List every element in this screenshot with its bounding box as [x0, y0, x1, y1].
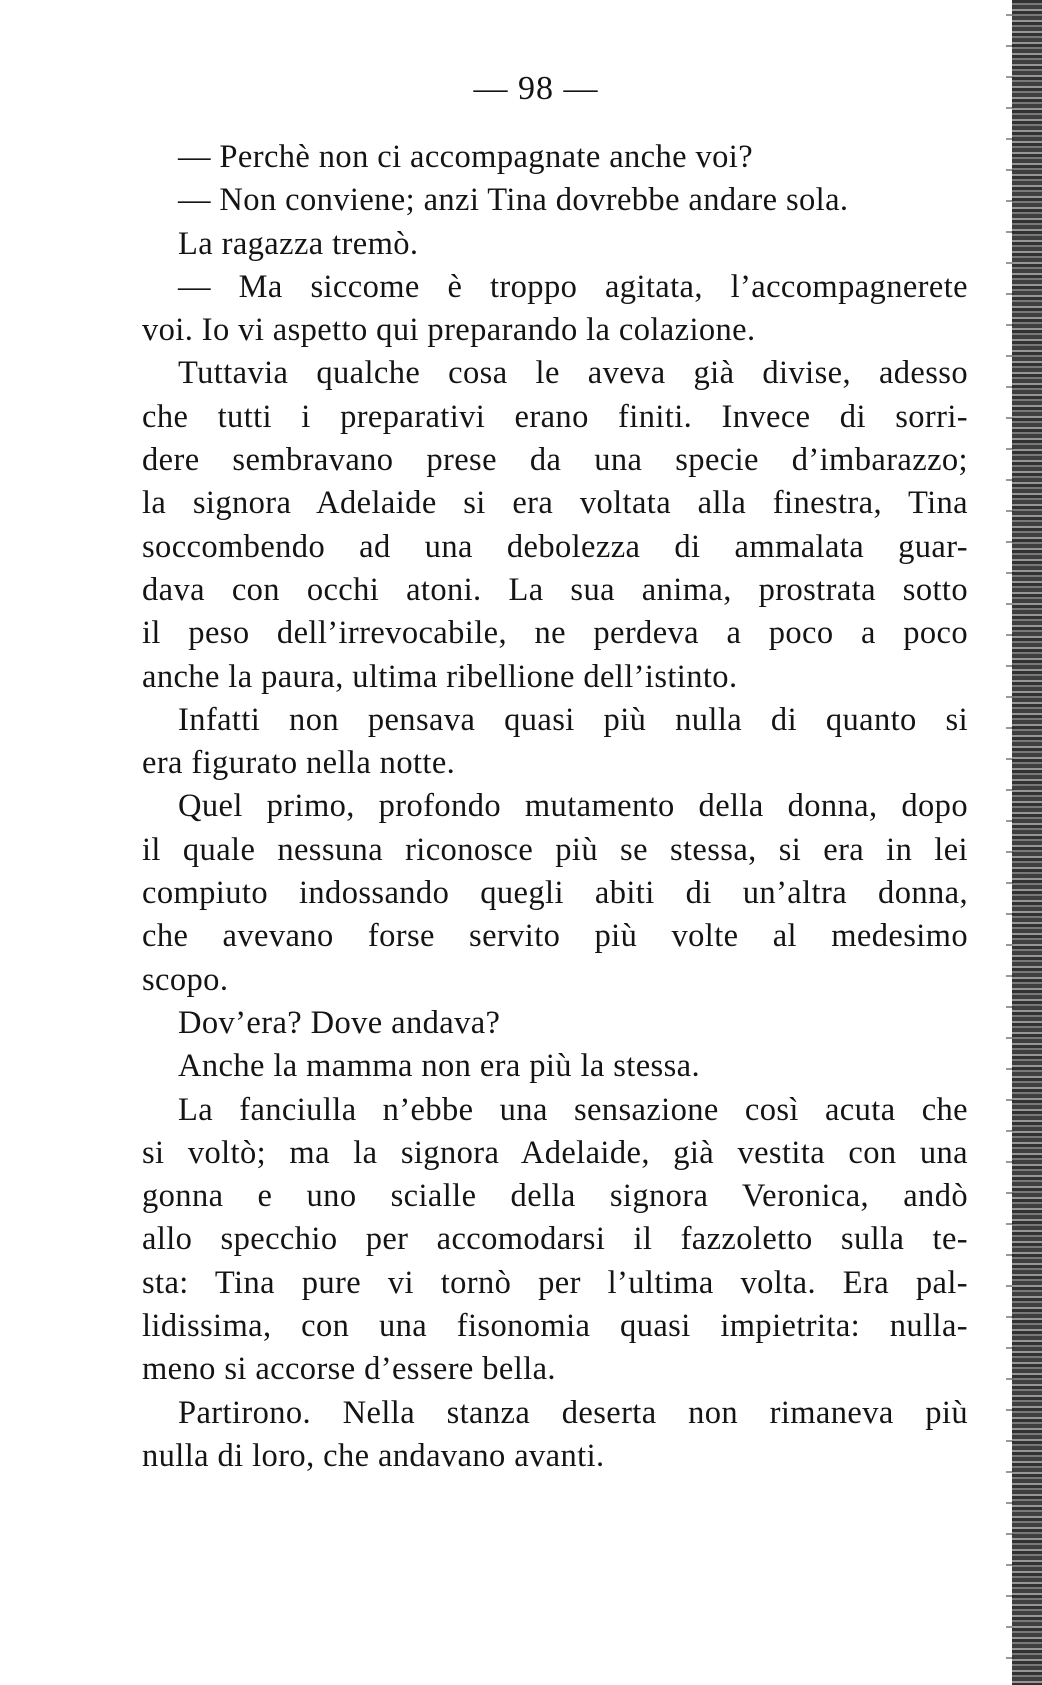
- text-line: gonna e uno scialle della signora Veronica, andò: [142, 1178, 968, 1215]
- body-text: [142, 136, 968, 1478]
- text-line: il quale nessuna riconosce più se stessa, si era in lei: [142, 831, 968, 868]
- text-line: anche la paura, ultima ribellione dell’istinto.: [142, 658, 738, 695]
- text-line: lidissima, con una fisonomia quasi impietrita: nulla-: [142, 1308, 968, 1345]
- book-spine-edge: [1012, 0, 1042, 1685]
- text-line: nulla di loro, che andavano avanti.: [142, 1437, 605, 1474]
- text-line: Tuttavia qualche cosa le aveva già divise, adesso: [178, 355, 968, 392]
- page-number: — 98 —: [473, 70, 599, 107]
- text-line: Dov’era? Dove andava?: [178, 1004, 501, 1041]
- text-line: dava con occhi atoni. La sua anima, prostrata sotto: [142, 571, 968, 608]
- text-line: — Ma siccome è troppo agitata, l’accompagnerete: [178, 268, 968, 305]
- text-line: — Non conviene; anzi Tina dovrebbe andare sola.: [178, 182, 849, 219]
- text-line: allo specchio per accomodarsi il fazzoletto sulla te-: [142, 1221, 968, 1258]
- text-line: meno si accorse d’essere bella.: [142, 1351, 556, 1388]
- text-line: che avevano forse servito più volte al medesimo: [142, 918, 968, 955]
- text-line: che tutti i preparativi erano finiti. Invece di sorri-: [142, 398, 968, 435]
- text-line: Infatti non pensava quasi più nulla di quanto si: [178, 701, 968, 738]
- text-line: dere sembravano prese da una specie d’imbarazzo;: [142, 442, 968, 479]
- text-line: la signora Adelaide si era voltata alla finestra, Tina: [142, 485, 968, 522]
- text-line: La ragazza tremò.: [178, 225, 419, 262]
- text-line: si voltò; ma la signora Adelaide, già vestita con una: [142, 1134, 968, 1171]
- text-line: Partirono. Nella stanza deserta non rimaneva più: [178, 1394, 968, 1431]
- text-line: compiuto indossando quegli abiti di un’altra donna,: [142, 875, 968, 912]
- text-line: — Perchè non ci accompagnate anche voi?: [178, 139, 754, 175]
- text-line: voi. Io vi aspetto qui preparando la colazione.: [142, 312, 756, 349]
- text-line: Anche la mamma non era più la stessa.: [178, 1048, 700, 1085]
- text-line: il peso dell’irrevocabile, ne perdeva a poco a poco: [142, 615, 968, 652]
- text-line: scopo.: [142, 961, 229, 998]
- text-line: Quel primo, profondo mutamento della donna, dopo: [178, 788, 968, 825]
- text-line: La fanciulla n’ebbe una sensazione così acuta che: [178, 1091, 968, 1128]
- text-line: sta: Tina pure vi tornò per l’ultima volta. Era pal-: [142, 1264, 968, 1301]
- text-line: era figurato nella notte.: [142, 745, 456, 782]
- text-line: soccombendo ad una debolezza di ammalata guar-: [142, 528, 968, 565]
